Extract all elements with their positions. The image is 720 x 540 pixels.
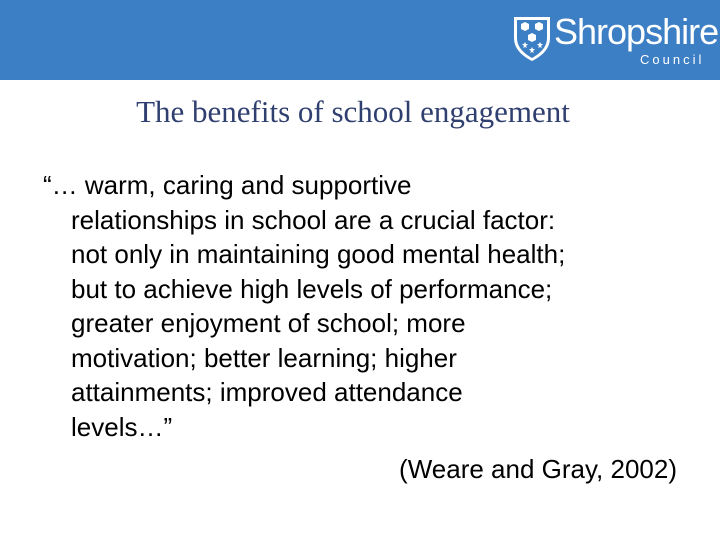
quote-line: levels…”	[71, 411, 173, 442]
quote-block	[43, 168, 693, 444]
slide-title: The benefits of school engagement	[136, 94, 570, 129]
quote-line: motivation; better learning; higher	[71, 342, 457, 373]
quote-line: attainments; improved attendance	[71, 377, 463, 407]
shropshire-crest-icon	[512, 14, 552, 62]
header-band	[0, 0, 720, 80]
quote-line: relationships in school are a crucial factor:	[71, 204, 556, 235]
citation: (Weare and Gray, 2002)	[399, 454, 677, 484]
logo-name: Shropshire	[554, 11, 719, 52]
logo-subtitle: Council	[640, 52, 705, 67]
quote-line: but to achieve high levels of performance;	[71, 273, 553, 304]
quote-line: greater enjoyment of school; more	[71, 308, 466, 338]
shropshire-council-logo	[512, 10, 719, 72]
quote-line: not only in maintaining good mental health;	[71, 239, 566, 269]
quote-line: “… warm, caring and supportive	[43, 170, 412, 200]
